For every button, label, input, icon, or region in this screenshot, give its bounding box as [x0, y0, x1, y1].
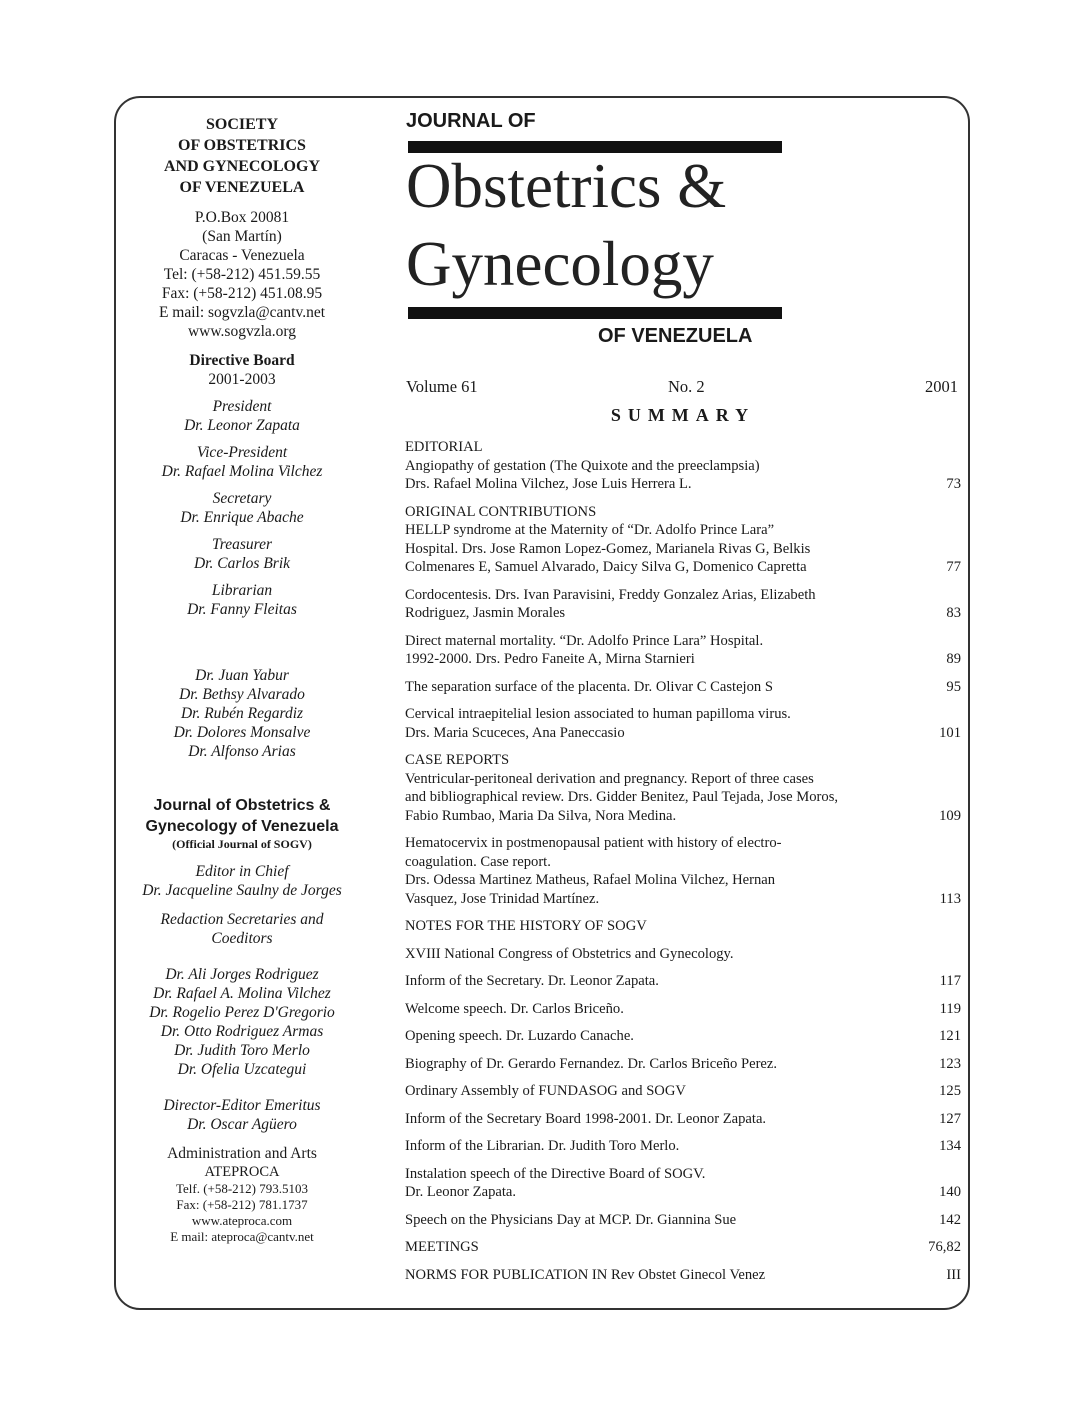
secretaries-role — [116, 910, 368, 948]
page-number: 73 — [946, 476, 961, 492]
emeritus-role: Director-Editor Emeritus — [163, 1097, 321, 1114]
toc-entry[interactable] — [405, 678, 961, 697]
page-number: 140 — [939, 1184, 961, 1200]
page-number: 83 — [946, 605, 961, 621]
admin-line: Fax: (+58-212) 781.1737 — [176, 1197, 308, 1212]
board-member: Dr. Alfonso Arias — [188, 743, 296, 760]
coeditor-name: Dr. Otto Rodriguez Armas — [160, 1023, 324, 1040]
coeditor-name: Dr. Rafael A. Molina Vilchez — [153, 985, 331, 1002]
officer-name: Dr. Enrique Abache — [180, 509, 304, 526]
admin-title: Administration and Arts — [167, 1145, 317, 1162]
page-number: 117 — [939, 973, 961, 989]
address-line: P.O.Box 20081 — [194, 209, 290, 226]
toc-entry[interactable] — [405, 1165, 961, 1202]
entry-line: Rodriguez, Jasmin Morales — [405, 605, 566, 621]
page-number: 123 — [939, 1055, 961, 1072]
toc-entry-norms[interactable] — [405, 1266, 961, 1285]
page-number: 125 — [939, 1083, 961, 1099]
secretaries-role-line: Coeditors — [211, 930, 273, 947]
admin-line: ATEPROCA — [204, 1164, 280, 1180]
toc-entry[interactable] — [405, 972, 961, 991]
fax-line: Fax: (+58-212) 451.08.95 — [161, 285, 323, 302]
entry-line: Cordocentesis. Drs. Ivan Paravisini, Freddy Gonzalez Arias, Elizabeth — [405, 586, 816, 603]
toc-entry[interactable] — [405, 1055, 961, 1074]
entry-line: Fabio Rumbao, Maria Da Silva, Nora Medina. — [405, 807, 677, 824]
entry-line: Opening speech. Dr. Luzardo Canache. — [405, 1028, 634, 1044]
page-number: 127 — [939, 1110, 961, 1127]
board-member: Dr. Juan Yabur — [195, 667, 289, 684]
entry-line: and bibliographical review. Drs. Gidder Benitez, Paul Tejada, Jose Moros, — [405, 789, 839, 805]
toc-entry[interactable] — [405, 1110, 961, 1129]
page-number: 134 — [939, 1138, 961, 1154]
address-line: (San Martín) — [202, 228, 282, 245]
issue-number: No. 2 — [668, 377, 705, 396]
board-member: Dr. Bethsy Alvarado — [179, 686, 305, 703]
entry-title: Angiopathy of gestation (The Quixote and the preeclampsia) — [405, 457, 760, 474]
entry-line: coagulation. Case report. — [405, 853, 551, 870]
journal-of-label: JOURNAL OF — [406, 110, 536, 132]
editor-name: Dr. Jacqueline Saulny de Jorges — [142, 882, 342, 899]
journal-info-title-line: Journal of Obstetrics & — [153, 797, 331, 814]
entry-line: Hospital. Drs. Jose Ramon Lopez-Gomez, Marianela Rivas G, Belkis — [405, 540, 811, 557]
toc-entry[interactable] — [405, 521, 961, 577]
masthead-rule-bottom — [408, 307, 782, 319]
admin-line: Telf. (+58-212) 793.5103 — [175, 1181, 309, 1196]
society-name-line: OF VENEZUELA — [179, 179, 305, 196]
editor-role: Editor in Chief — [195, 863, 289, 880]
entry-line: Biography of Dr. Gerardo Fernandez. Dr. Carlos Briceño Perez. — [405, 1055, 778, 1072]
address-line: Caracas - Venezuela — [179, 247, 305, 264]
entry-line: Ordinary Assembly of FUNDASOG and SOGV — [405, 1083, 686, 1099]
society-name — [116, 114, 368, 198]
entry-line: Cervical intraepitelial lesion associated to human papilloma virus. — [405, 706, 791, 722]
society-address — [116, 208, 368, 341]
page-number: 77 — [946, 559, 961, 575]
section-case-reports: CASE REPORTS — [405, 752, 510, 768]
issue-info-row — [406, 377, 960, 397]
toc-entry[interactable] — [405, 632, 961, 669]
board-member: Dr. Dolores Monsalve — [173, 724, 311, 741]
society-name-line: AND GYNECOLOGY — [163, 158, 320, 175]
entry-line: Speech on the Physicians Day at MCP. Dr. Giannina Sue — [405, 1211, 737, 1228]
emeritus-name: Dr. Oscar Agüero — [187, 1116, 297, 1133]
page-number: 142 — [939, 1211, 961, 1228]
title-obstetrics: Obstetrics & — [406, 151, 727, 221]
officer-name: Dr. Rafael Molina Vilchez — [161, 463, 323, 480]
officer-role: Librarian — [211, 582, 273, 599]
entry-line: XVIII National Congress of Obstetrics and Gynecology. — [405, 945, 734, 962]
issue-year: 2001 — [925, 377, 958, 396]
officer-role: Treasurer — [211, 536, 272, 553]
entry-authors: Drs. Rafael Molina Vilchez, Jose Luis Herrera L. — [405, 476, 692, 492]
title-gynecology: Gynecology — [406, 229, 714, 299]
page-number: 95 — [946, 678, 961, 695]
toc-entry[interactable] — [405, 586, 961, 623]
entry-line: Colmenares E, Samuel Alvarado, Daicy Silva G, Domenico Capretta — [405, 559, 807, 575]
officer-role: President — [212, 398, 272, 415]
phone-line: Tel: (+58-212) 451.59.55 — [163, 266, 321, 283]
summary-heading: SUMMARY — [610, 405, 756, 425]
officer-role: Secretary — [212, 490, 272, 507]
summary-list — [405, 438, 961, 1284]
toc-entry[interactable] — [405, 705, 961, 742]
entry-line: Inform of the Librarian. Dr. Judith Toro Merlo. — [405, 1138, 680, 1154]
entry-line: Welcome speech. Dr. Carlos Briceño. — [405, 1000, 624, 1017]
toc-entry[interactable] — [405, 945, 961, 964]
of-venezuela-label: OF VENEZUELA — [598, 325, 753, 347]
page-number: III — [946, 1266, 961, 1283]
entry-line: 1992-2000. Drs. Pedro Faneite A, Mirna Starnieri — [405, 651, 695, 667]
section-norms: NORMS FOR PUBLICATION IN Rev Obstet Ginecol Venez — [405, 1266, 766, 1283]
toc-entry[interactable] — [405, 1027, 961, 1046]
board-member: Dr. Rubén Regardiz — [180, 705, 304, 722]
page-number: 113 — [939, 890, 961, 907]
entry-line: The separation surface of the placenta. Dr. Olivar C Castejon S — [405, 678, 773, 695]
entry-line: Vasquez, Jose Trinidad Martínez. — [405, 890, 600, 907]
board-title: Directive Board — [189, 352, 295, 369]
officer-name: Dr. Fanny Fleitas — [187, 601, 297, 618]
page-number: 76,82 — [928, 1239, 961, 1255]
page-number: 101 — [939, 724, 961, 741]
entry-line: Drs. Odessa Martinez Matheus, Rafael Molina Vilchez, Hernan — [405, 872, 776, 888]
admin-line: www.ateproca.com — [191, 1213, 293, 1228]
left-column — [116, 114, 368, 1245]
officer-name: Dr. Carlos Brik — [193, 555, 291, 572]
section-notes-history: NOTES FOR THE HISTORY OF SOGV — [405, 918, 647, 934]
society-name-line: OF OBSTETRICS — [178, 137, 306, 154]
official-journal-note: (Official Journal of SOGV) — [172, 837, 312, 851]
page-number: 121 — [939, 1028, 961, 1044]
officer-name: Dr. Leonor Zapata — [184, 417, 300, 434]
entry-line: HELLP syndrome at the Maternity of “Dr. Adolfo Prince Lara” — [405, 522, 775, 538]
email-line: E mail: sogvzla@cantv.net — [158, 304, 326, 321]
toc-entry-meetings[interactable] — [405, 1238, 961, 1257]
entry-line: Ventricular-peritoneal derivation and pregnancy. Report of three cases — [405, 770, 814, 787]
coeditor-name: Dr. Ofelia Uzcategui — [177, 1061, 307, 1078]
entry-line: Direct maternal mortality. “Dr. Adolfo Prince Lara” Hospital. — [405, 632, 764, 649]
page-number: 89 — [946, 651, 961, 667]
journal-info-title-line: Gynecology of Venezuela — [145, 818, 339, 835]
coeditor-name: Dr. Rogelio Perez D'Gregorio — [149, 1004, 335, 1021]
toc-entry[interactable] — [405, 1211, 961, 1230]
board-years: 2001-2003 — [208, 371, 276, 388]
officer-role: Vice-President — [196, 444, 288, 461]
coeditor-name: Dr. Judith Toro Merlo — [174, 1042, 310, 1059]
society-name-line: SOCIETY — [205, 116, 279, 133]
entry-line: Inform of the Secretary. Dr. Leonor Zapata. — [405, 973, 659, 989]
website-line: www.sogvzla.org — [187, 323, 297, 340]
entry-line: Inform of the Secretary Board 1998-2001. Dr. Leonor Zapata. — [405, 1110, 767, 1127]
section-meetings: MEETINGS — [405, 1239, 479, 1255]
entry-line: Drs. Maria Scuceces, Ana Paneccasio — [405, 724, 625, 741]
secretaries-role-line: Redaction Secretaries and — [160, 911, 324, 928]
toc-entry[interactable] — [405, 770, 961, 826]
volume-label: Volume 61 — [406, 377, 478, 396]
page-number: 109 — [939, 807, 961, 824]
entry-line: Dr. Leonor Zapata. — [405, 1184, 517, 1200]
admin-line: E mail: ateproca@cantv.net — [170, 1229, 314, 1244]
toc-entry[interactable] — [405, 1137, 961, 1156]
toc-entry[interactable] — [405, 1000, 961, 1019]
toc-entry[interactable] — [405, 457, 961, 494]
section-original-contributions: ORIGINAL CONTRIBUTIONS — [405, 503, 597, 520]
coeditor-name: Dr. Ali Jorges Rodriguez — [165, 966, 319, 983]
admin-block — [116, 1163, 368, 1245]
section-editorial: EDITORIAL — [405, 439, 483, 455]
page-number: 119 — [939, 1000, 961, 1017]
entry-line: Hematocervix in postmenopausal patient with history of electro- — [405, 835, 782, 851]
entry-line: Instalation speech of the Directive Board of SOGV. — [405, 1165, 706, 1182]
journal-info-title — [116, 795, 368, 837]
toc-entry[interactable] — [405, 834, 961, 908]
toc-entry[interactable] — [405, 1082, 961, 1101]
